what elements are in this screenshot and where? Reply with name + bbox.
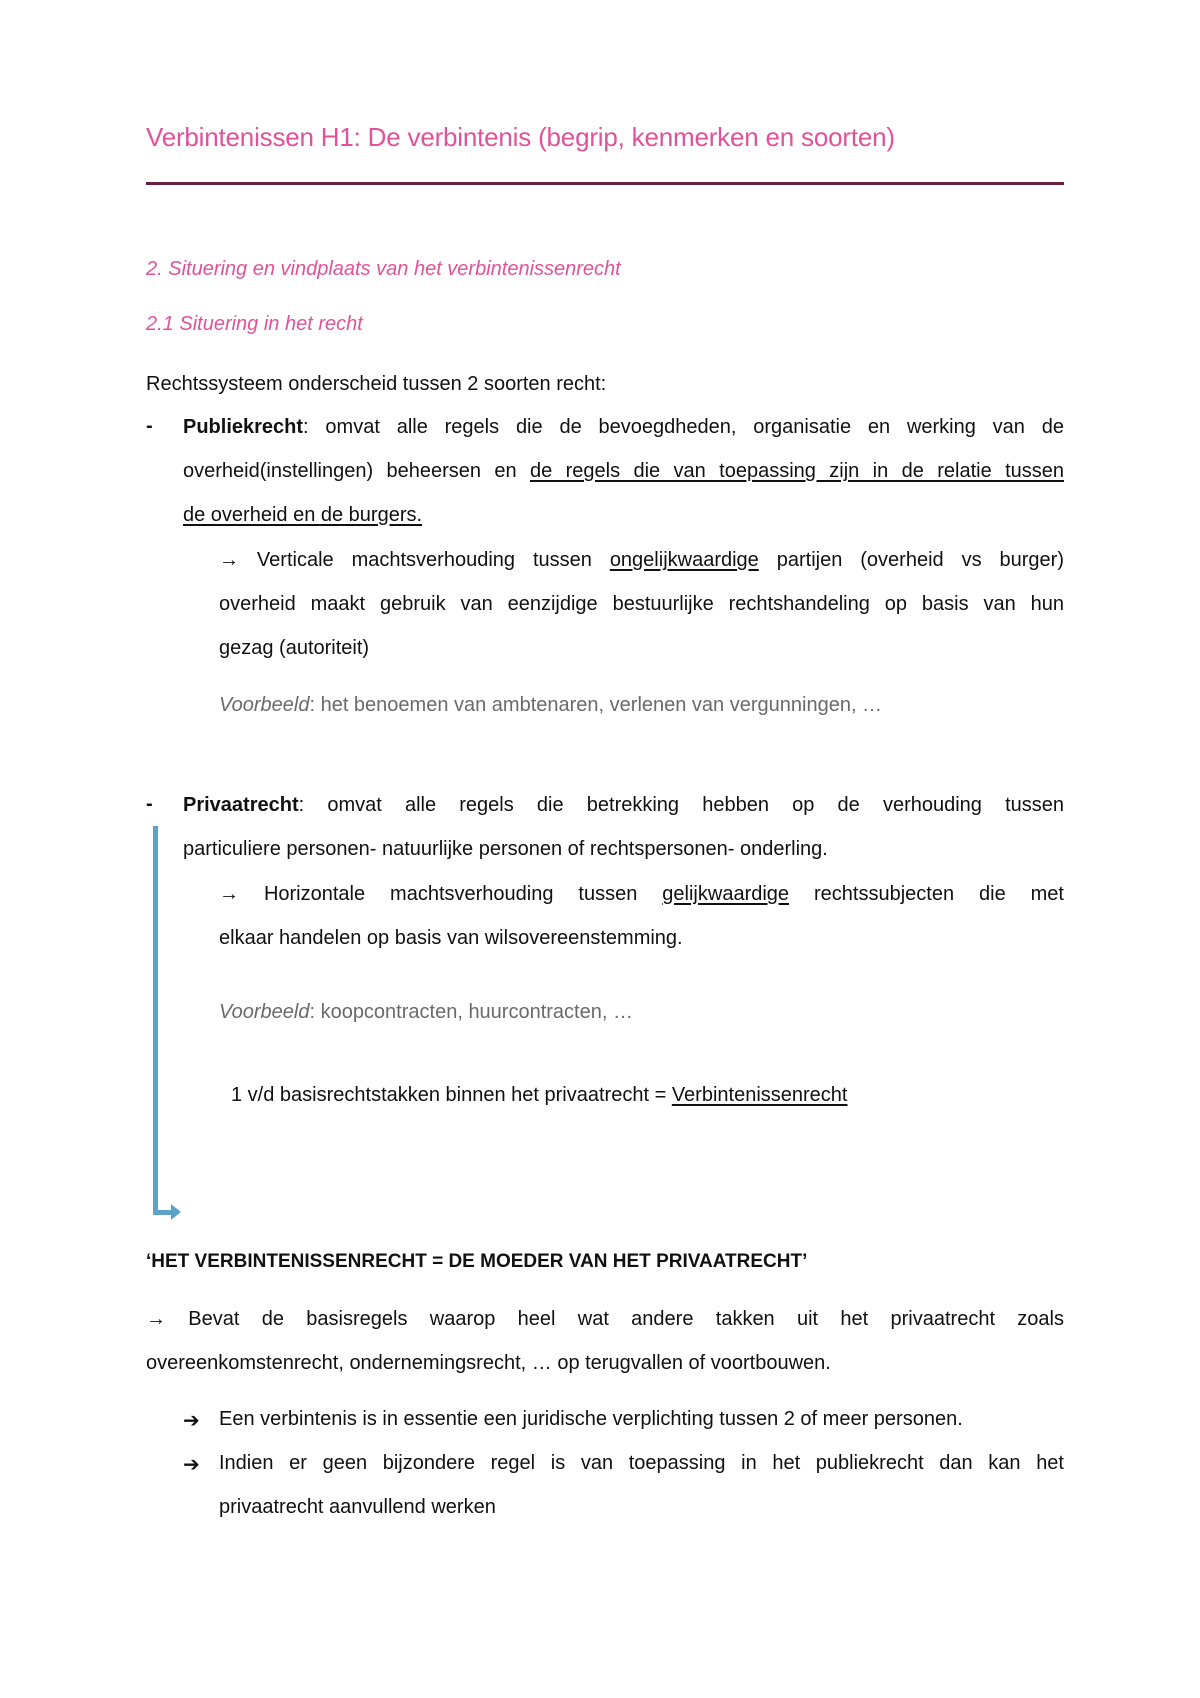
publiek-line-3: de overheid en de burgers. bbox=[183, 504, 423, 526]
privaat-sub-line-1: → Horizontale machtsverhouding tussen gelijkwaardige rechtssubjecten die met bbox=[219, 883, 1064, 905]
title-rule bbox=[146, 182, 1064, 185]
intro-text: Rechtssysteem onderscheid tussen 2 soorten recht: bbox=[146, 373, 607, 395]
section-heading: 2. Situering en vindplaats van het verbintenissenrecht bbox=[146, 258, 621, 280]
publiek-sub-line-1: → Verticale machtsverhouding tussen ongelijkwaardige partijen (overheid vs burger) bbox=[219, 549, 1064, 571]
bracket-arrow-head-icon bbox=[171, 1204, 181, 1220]
right-arrow-icon: → bbox=[219, 883, 239, 905]
motto-line-2: overeenkomstenrecht, ondernemingsrecht, … op terugvallen of voortbouwen. bbox=[146, 1352, 831, 1374]
list-dash: - bbox=[146, 793, 153, 815]
list-dash: - bbox=[146, 415, 153, 437]
bold-arrow-icon: ➔ bbox=[183, 1410, 200, 1432]
motto-heading: ‘HET VERBINTENISSENRECHT = DE MOEDER VAN HET PRIVAATRECHT’ bbox=[146, 1251, 808, 1272]
bullet-1-line-1: Een verbintenis is in essentie een juridische verplichting tussen 2 of meer personen. bbox=[219, 1408, 963, 1430]
privaat-branch: 1 v/d basisrechtstakken binnen het privaatrecht = Verbintenissenrecht bbox=[231, 1084, 848, 1106]
bullet-2-line-2: privaatrecht aanvullend werken bbox=[219, 1496, 496, 1518]
publiek-line-2: overheid(instellingen) beheersen en de regels die van toepassing zijn in de relatie tussen bbox=[183, 460, 1065, 482]
privaat-example: Voorbeeld: koopcontracten, huurcontracten, … bbox=[219, 1001, 633, 1023]
publiek-line-1: Publiekrecht: omvat alle regels die de bevoegdheden, organisatie en werking van de bbox=[183, 416, 1064, 438]
privaat-line-2: particuliere personen- natuurlijke personen of rechtspersonen- onderling. bbox=[183, 838, 828, 860]
publiek-example: Voorbeeld: het benoemen van ambtenaren, verlenen van vergunningen, … bbox=[219, 694, 883, 716]
right-arrow-icon: → bbox=[219, 549, 239, 571]
bracket-arrow-foot bbox=[153, 1210, 173, 1215]
privaat-term: Privaatrecht bbox=[183, 794, 299, 816]
motto-line-1: → Bevat de basisregels waarop heel wat andere takken uit het privaatrecht zoals bbox=[146, 1308, 1064, 1330]
example-label: Voorbeeld bbox=[219, 1001, 310, 1023]
bullet-2-line-1: Indien er geen bijzondere regel is van toepassing in het publiekrecht dan kan het bbox=[219, 1452, 1064, 1474]
subsection-heading: 2.1 Situering in het recht bbox=[146, 313, 363, 335]
privaat-sub-line-2: elkaar handelen op basis van wilsovereenstemming. bbox=[219, 927, 683, 949]
publiek-sub-line-3: gezag (autoriteit) bbox=[219, 637, 370, 659]
right-arrow-icon: → bbox=[146, 1308, 166, 1330]
privaat-line-1: Privaatrecht: omvat alle regels die betrekking hebben op de verhouding tussen bbox=[183, 794, 1064, 816]
example-label: Voorbeeld bbox=[219, 694, 310, 716]
publiek-sub-line-2: overheid maakt gebruik van eenzijdige bestuurlijke rechtshandeling op basis van hun bbox=[219, 593, 1064, 615]
bracket-arrow-line bbox=[153, 826, 158, 1214]
bold-arrow-icon: ➔ bbox=[183, 1454, 200, 1476]
publiek-term: Publiekrecht bbox=[183, 416, 304, 438]
document-title: Verbintenissen H1: De verbintenis (begrip, kenmerken en soorten) bbox=[146, 122, 895, 152]
